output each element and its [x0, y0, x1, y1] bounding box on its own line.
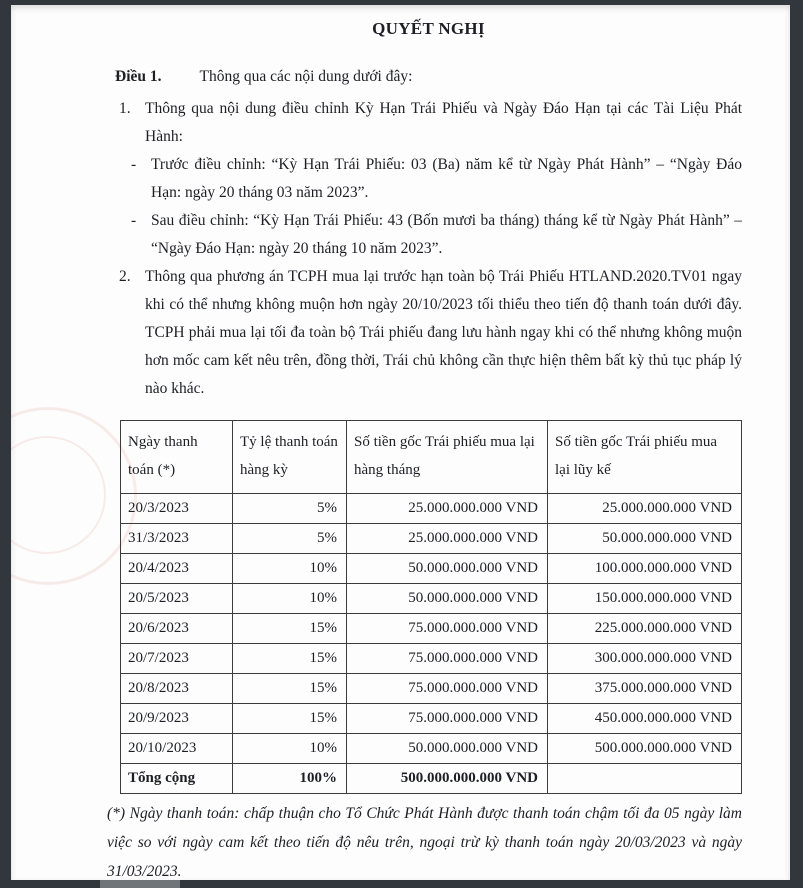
list-item-1: [119, 95, 742, 151]
scan-bottom-accent: [100, 880, 180, 888]
table-total-row: [121, 764, 742, 794]
cumulative-amount-cell: 25.000.000.000 VND: [548, 494, 742, 524]
document-title: QUYẾT NGHỊ: [372, 19, 485, 38]
footnote-text: (*) Ngày thanh toán: chấp thuận cho Tổ Chức Phát Hành được thanh toán chậm tối đa 05 ngày làm việc so với ngày cam kết theo tiến độ nêu trên, ngoại trừ kỳ thanh toán ngày 20/03/2023 và ngày 31/03/2023.: [107, 805, 742, 880]
header-monthly-principal: Số tiền gốc Trái phiếu mua lại hàng tháng: [347, 421, 548, 494]
percent-cell: 10%: [233, 734, 347, 764]
list-item-2: [119, 263, 742, 403]
table-row: [121, 584, 742, 614]
percent-cell: 15%: [233, 704, 347, 734]
percent-cell: 15%: [233, 614, 347, 644]
total-label-cell: Tổng cộng: [121, 764, 233, 794]
payment-date-cell: 20/3/2023: [121, 494, 233, 524]
list-item-2-number: 2.: [119, 268, 131, 285]
table-row: [121, 674, 742, 704]
sub-item-after-adjustment: [131, 207, 742, 263]
cumulative-amount-cell: 500.000.000.000 VND: [548, 734, 742, 764]
total-amount-cell: 500.000.000.000 VND: [347, 764, 548, 794]
header-payment-date: Ngày thanh toán (*): [121, 421, 233, 494]
document-page: [11, 5, 790, 880]
percent-cell: 15%: [233, 674, 347, 704]
article-heading: [115, 63, 742, 91]
cumulative-amount-cell: 50.000.000.000 VND: [548, 524, 742, 554]
payment-date-cell: 20/8/2023: [121, 674, 233, 704]
cumulative-amount-cell: 450.000.000.000 VND: [548, 704, 742, 734]
cumulative-amount-cell: 375.000.000.000 VND: [548, 674, 742, 704]
payment-date-cell: 20/9/2023: [121, 704, 233, 734]
monthly-amount-cell: 25.000.000.000 VND: [347, 524, 548, 554]
payment-date-cell: 20/6/2023: [121, 614, 233, 644]
article-text: Thông qua các nội dung dưới đây:: [199, 68, 413, 85]
table-row: [121, 494, 742, 524]
total-cumulative-cell: [548, 764, 742, 794]
monthly-amount-cell: 50.000.000.000 VND: [347, 584, 548, 614]
sub-item-after-text: Sau điều chỉnh: “Kỳ Hạn Trái Phiếu: 43 (Bốn mươi ba tháng) tháng kể từ Ngày Phát Hành” – “Ngày Đáo Hạn: ngày 20 tháng 10 năm 2023”.: [151, 212, 742, 257]
table-row: [121, 644, 742, 674]
dash-bullet: -: [131, 212, 137, 229]
percent-cell: 10%: [233, 554, 347, 584]
percent-cell: 5%: [233, 494, 347, 524]
sub-item-before-text: Trước điều chỉnh: “Kỳ Hạn Trái Phiếu: 03 (Ba) năm kể từ Ngày Phát Hành” – “Ngày Đáo Hạn: ngày 20 tháng 03 năm 2023”.: [151, 156, 742, 201]
monthly-amount-cell: 50.000.000.000 VND: [347, 554, 548, 584]
monthly-amount-cell: 25.000.000.000 VND: [347, 494, 548, 524]
monthly-amount-cell: 75.000.000.000 VND: [347, 614, 548, 644]
payment-date-cell: 20/5/2023: [121, 584, 233, 614]
table-row: [121, 524, 742, 554]
total-percent-cell: 100%: [233, 764, 347, 794]
header-payment-ratio: Tỷ lệ thanh toán hàng kỳ: [233, 421, 347, 494]
percent-cell: 15%: [233, 644, 347, 674]
cumulative-amount-cell: 150.000.000.000 VND: [548, 584, 742, 614]
list-item-2-text: Thông qua phương án TCPH mua lại trước hạn toàn bộ Trái Phiếu HTLAND.2020.TV01 ngay khi có thể nhưng không muộn hơn ngày 20/10/2023 tối thiểu theo tiến độ thanh toán dưới đây. TCPH phải mua lại tối đa toàn bộ Trái phiếu đang lưu hành ngay khi có thể nhưng không muộn hơn mốc cam kết nêu trên, đồng thời, Trái chủ không cần thực hiện thêm bất kỳ thủ tục pháp lý nào khác.: [145, 268, 742, 397]
cumulative-amount-cell: 225.000.000.000 VND: [548, 614, 742, 644]
table-row: [121, 554, 742, 584]
percent-cell: 10%: [233, 584, 347, 614]
table-header-row: [121, 421, 742, 494]
payment-date-cell: 20/4/2023: [121, 554, 233, 584]
monthly-amount-cell: 75.000.000.000 VND: [347, 674, 548, 704]
list-item-1-text: Thông qua nội dung điều chỉnh Kỳ Hạn Trái Phiếu và Ngày Đáo Hạn tại các Tài Liệu Phát Hành:: [145, 100, 742, 145]
list-item-1-number: 1.: [119, 100, 131, 117]
cumulative-amount-cell: 300.000.000.000 VND: [548, 644, 742, 674]
dash-bullet: -: [131, 156, 137, 173]
percent-cell: 5%: [233, 524, 347, 554]
document-content: [11, 5, 790, 880]
sub-item-before-adjustment: [131, 151, 742, 207]
header-cumulative-principal: Số tiền gốc Trái phiếu mua lại lũy kế: [548, 421, 742, 494]
table-row: [121, 734, 742, 764]
monthly-amount-cell: 75.000.000.000 VND: [347, 704, 548, 734]
payment-schedule-table: [120, 420, 742, 794]
cumulative-amount-cell: 100.000.000.000 VND: [548, 554, 742, 584]
table-row: [121, 614, 742, 644]
table-row: [121, 704, 742, 734]
payment-date-cell: 31/3/2023: [121, 524, 233, 554]
monthly-amount-cell: 75.000.000.000 VND: [347, 644, 548, 674]
monthly-amount-cell: 50.000.000.000 VND: [347, 734, 548, 764]
payment-date-cell: 20/7/2023: [121, 644, 233, 674]
payment-date-cell: 20/10/2023: [121, 734, 233, 764]
article-label: Điều 1.: [115, 68, 162, 85]
